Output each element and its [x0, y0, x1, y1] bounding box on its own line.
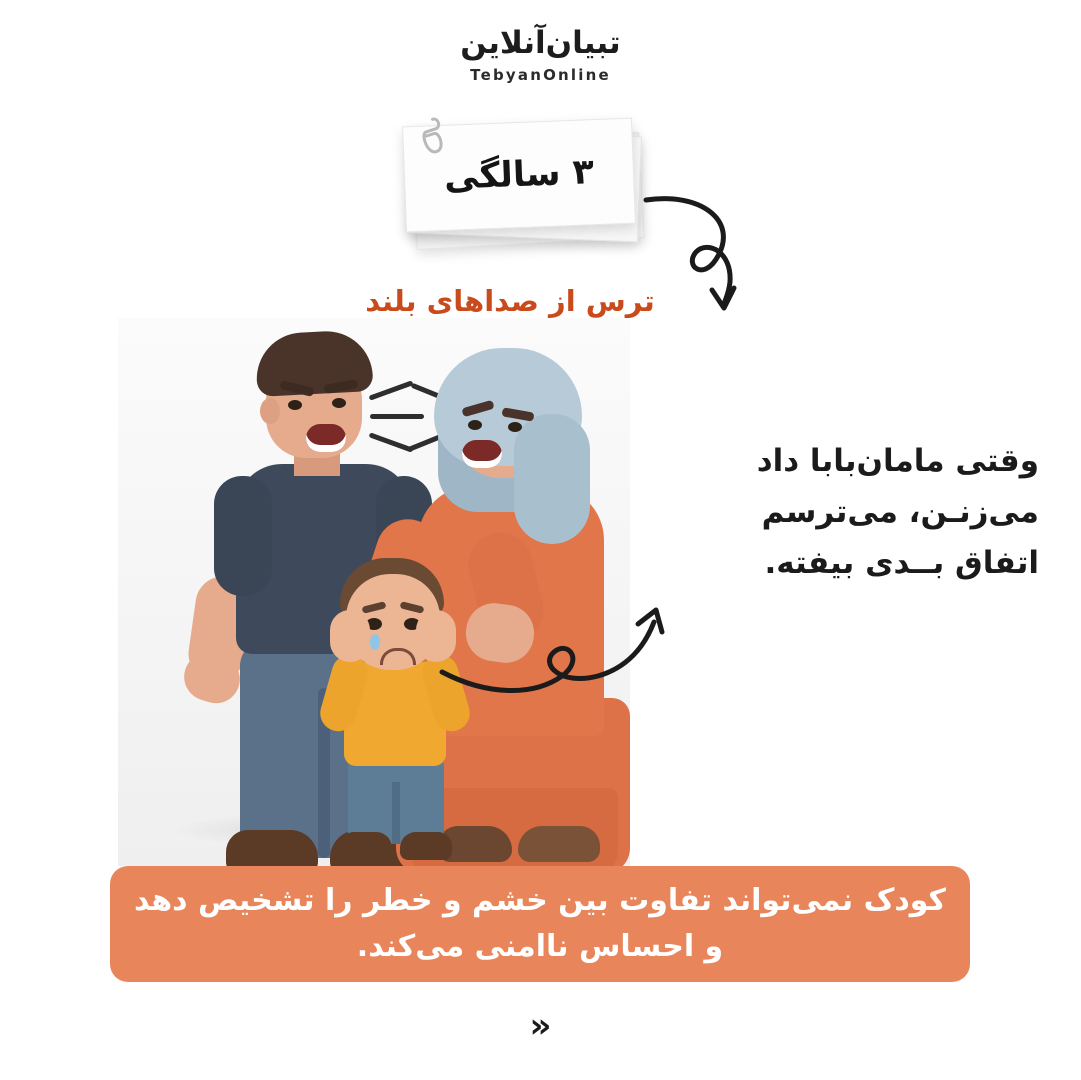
illustration-panel	[118, 318, 630, 866]
summary-banner-text: کودک نمی‌تواند تفاوت بین خشم و خطر را تشخیص دهد و احساس ناامنی می‌کند.	[134, 882, 946, 964]
next-chevron-icon[interactable]: »	[529, 1006, 552, 1046]
brand-logo	[0, 26, 1081, 84]
summary-banner	[110, 866, 970, 982]
age-label: ۳ سالگی	[443, 152, 595, 198]
age-note-card	[398, 112, 648, 247]
quote-line-2: می‌زنـن، می‌ترسم	[761, 494, 1039, 531]
brand-name-fa: تبیان‌آنلاین	[460, 25, 621, 61]
brand-name-en: TebyanOnline	[470, 66, 611, 85]
quote-line-3: اتفاق بــدی بیفته.	[764, 545, 1039, 582]
child-quote	[619, 436, 1039, 589]
section-subtitle: ترس از صداهای بلند	[365, 284, 655, 318]
quote-line-1: وقتی مامان‌بابا داد	[756, 443, 1039, 479]
curved-arrow-up-right-icon	[438, 600, 678, 710]
